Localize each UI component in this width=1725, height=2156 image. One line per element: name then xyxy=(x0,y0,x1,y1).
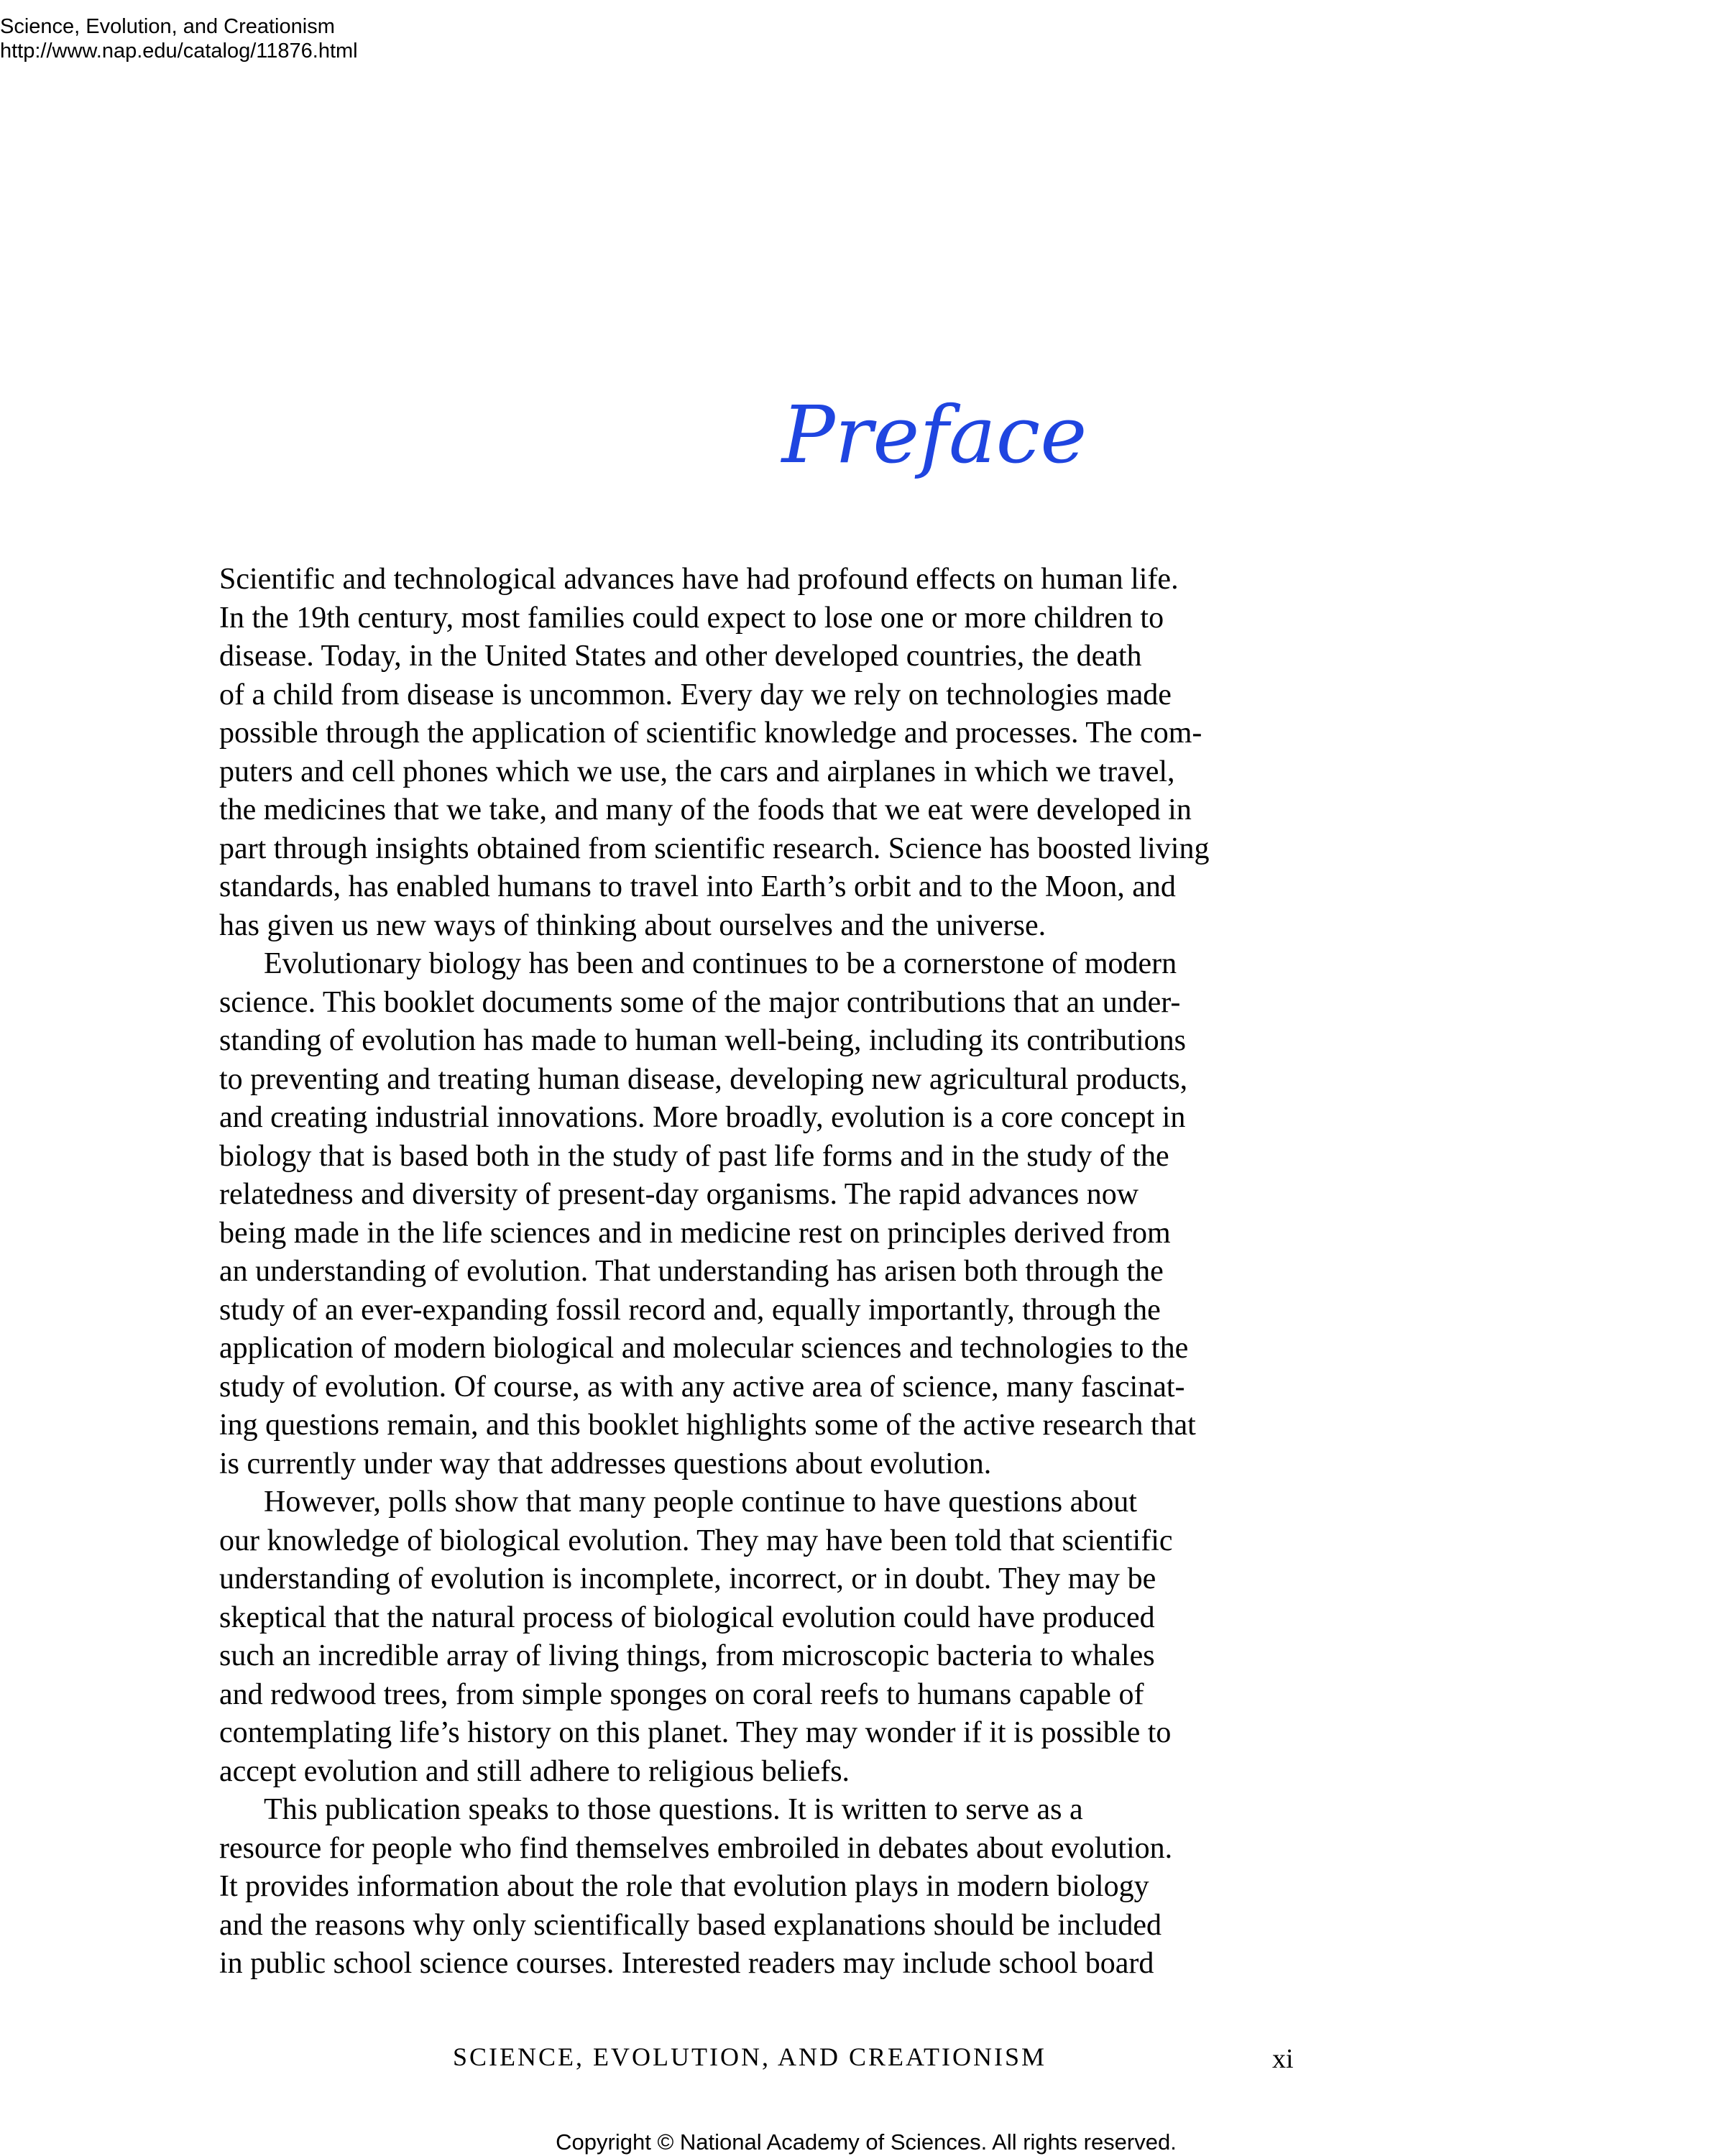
page-title: Preface xyxy=(781,389,1087,481)
text-line: In the 19th century, most families could expect to lose one or more children to xyxy=(219,601,1164,635)
text-line: part through insights obtained from scientific research. Science has boosted living xyxy=(219,831,1210,865)
text-line: relatedness and diversity of present-day organisms. The rapid advances now xyxy=(219,1178,1139,1211)
text-line: puters and cell phones which we use, the cars and airplanes in which we travel, xyxy=(219,755,1175,788)
text-line: skeptical that the natural process of biological evolution could have produced xyxy=(219,1600,1155,1634)
text-line: science. This booklet documents some of the major contributions that an under- xyxy=(219,985,1181,1019)
preface-body xyxy=(219,561,1297,1984)
text-line: Scientific and technological advances have had profound effects on human life. xyxy=(219,563,1179,596)
document-header-url: http://www.nap.edu/catalog/11876.html xyxy=(0,40,358,63)
text-line: ing questions remain, and this booklet highlights some of the active research that xyxy=(219,1409,1196,1442)
text-line: accept evolution and still adhere to religious beliefs. xyxy=(219,1754,850,1788)
text-line: an understanding of evolution. That understanding has arisen both through the xyxy=(219,1255,1164,1288)
running-footer-title: SCIENCE, EVOLUTION, AND CREATIONISM xyxy=(453,2042,1046,2071)
text-line: standing of evolution has made to human well-being, including its contributions xyxy=(219,1024,1186,1057)
text-line: is currently under way that addresses questions about evolution. xyxy=(219,1447,992,1480)
copyright-notice: Copyright © National Academy of Sciences. All rights reserved. xyxy=(556,2129,1177,2155)
text-line: However, polls show that many people continue to have questions about xyxy=(264,1485,1137,1519)
text-line: application of modern biological and molecular sciences and technologies to the xyxy=(219,1332,1189,1365)
text-line: our knowledge of biological evolution. They may have been told that scientific xyxy=(219,1524,1173,1557)
text-line: and the reasons why only scientifically based explanations should be included xyxy=(219,1908,1162,1942)
text-line: such an incredible array of living things, from microscopic bacteria to whales xyxy=(219,1639,1155,1672)
page-number: xi xyxy=(1272,2044,1294,2074)
text-line: to preventing and treating human disease, developing new agricultural products, xyxy=(219,1062,1188,1096)
text-line: biology that is based both in the study of past life forms and in the study of the xyxy=(219,1139,1169,1173)
text-line: study of an ever-expanding fossil record and, equally importantly, through the xyxy=(219,1293,1161,1327)
text-line: This publication speaks to those questions. It is written to serve as a xyxy=(264,1793,1083,1826)
text-line: contemplating life’s history on this planet. They may wonder if it is possible to xyxy=(219,1716,1172,1749)
text-line: has given us new ways of thinking about ourselves and the universe. xyxy=(219,908,1046,942)
text-line: understanding of evolution is incomplete, incorrect, or in doubt. They may be xyxy=(219,1562,1156,1595)
text-line: and creating industrial innovations. More broadly, evolution is a core concept in xyxy=(219,1101,1186,1134)
document-header-title: Science, Evolution, and Creationism xyxy=(0,15,335,38)
text-line: disease. Today, in the United States and other developed countries, the death xyxy=(219,640,1142,673)
text-line: the medicines that we take, and many of the foods that we eat were developed in xyxy=(219,793,1192,826)
text-line: standards, has enabled humans to travel into Earth’s orbit and to the Moon, and xyxy=(219,870,1176,903)
text-line: resource for people who find themselves embroiled in debates about evolution. xyxy=(219,1831,1173,1865)
text-line: being made in the life sciences and in medicine rest on principles derived from xyxy=(219,1216,1171,1250)
text-line: Evolutionary biology has been and continues to be a cornerstone of modern xyxy=(264,947,1177,980)
text-line: It provides information about the role that evolution plays in modern biology xyxy=(219,1870,1149,1903)
text-line: possible through the application of scientific knowledge and processes. The com- xyxy=(219,717,1202,750)
text-line: of a child from disease is uncommon. Every day we rely on technologies made xyxy=(219,678,1172,711)
text-line: and redwood trees, from simple sponges on coral reefs to humans capable of xyxy=(219,1677,1144,1711)
text-line: study of evolution. Of course, as with any active area of science, many fascinat- xyxy=(219,1370,1185,1404)
text-line: in public school science courses. Interested readers may include school board xyxy=(219,1947,1154,1980)
